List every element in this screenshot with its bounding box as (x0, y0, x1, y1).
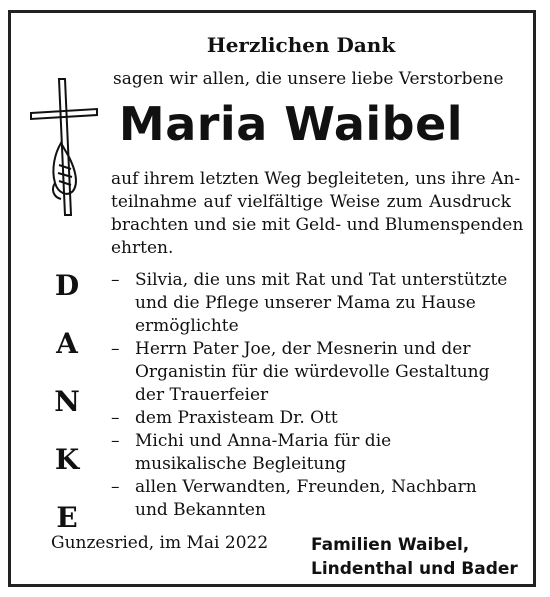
danke-letter: D (54, 269, 80, 302)
cross-with-praying-hands-icon (25, 73, 105, 223)
list-dash: – (111, 339, 120, 359)
body-line: teilnahme auf vielfältige Weise zum Ausdruck (111, 192, 511, 212)
list-item-line: der Trauerfeier (135, 385, 269, 405)
list-dash: – (111, 270, 120, 290)
list-item-line: Silvia, die uns mit Rat und Tat unterstützte (135, 270, 508, 290)
danke-vertical (47, 263, 87, 553)
list-item-line: allen Verwandten, Freunden, Nachbarn (135, 477, 477, 497)
list-item-line: und die Pflege unserer Mama zu Hause (135, 293, 476, 313)
obituary-notice (8, 10, 536, 587)
signature-line: Lindenthal und Bader (311, 559, 518, 579)
danke-letter: E (56, 501, 78, 534)
list-item (111, 407, 531, 430)
list-item-line: dem Praxisteam Dr. Ott (135, 408, 338, 428)
list-item (111, 476, 531, 522)
place-date: Gunzesried, im Mai 2022 (51, 533, 269, 553)
body-text (111, 168, 524, 260)
signature-line: Familien Waibel, (311, 535, 470, 555)
list-item-line: Herrn Pater Joe, der Mesnerin und der (135, 339, 471, 359)
body-line: auf ihrem letzten Weg begleiteten, uns ihre An- (111, 169, 521, 189)
list-dash: – (111, 431, 120, 451)
list-item-line: und Bekannten (135, 500, 266, 520)
signature (311, 533, 518, 581)
list-item-line: Organistin für die würdevolle Gestaltung (135, 362, 490, 382)
body-line: brachten und sie mit Geld- und Blumenspenden (111, 215, 524, 235)
deceased-name: Maria Waibel (118, 97, 464, 151)
intro-text: sagen wir allen, die unsere liebe Verstorbene (113, 69, 504, 89)
danke-letter: A (56, 327, 78, 360)
list-item (111, 338, 531, 407)
list-item-line: ermöglichte (135, 316, 239, 336)
list-item (111, 430, 531, 476)
thanks-list (111, 269, 531, 522)
list-item (111, 269, 531, 338)
body-line: ehrten. (111, 238, 174, 258)
list-item-line: musikalische Begleitung (135, 454, 347, 474)
list-dash: – (111, 477, 120, 497)
danke-letter: K (54, 443, 80, 476)
heading: Herzlichen Dank (206, 33, 396, 57)
list-dash: – (111, 408, 120, 428)
list-item-line: Michi und Anna-Maria für die (135, 431, 392, 451)
danke-letter: N (54, 385, 80, 418)
